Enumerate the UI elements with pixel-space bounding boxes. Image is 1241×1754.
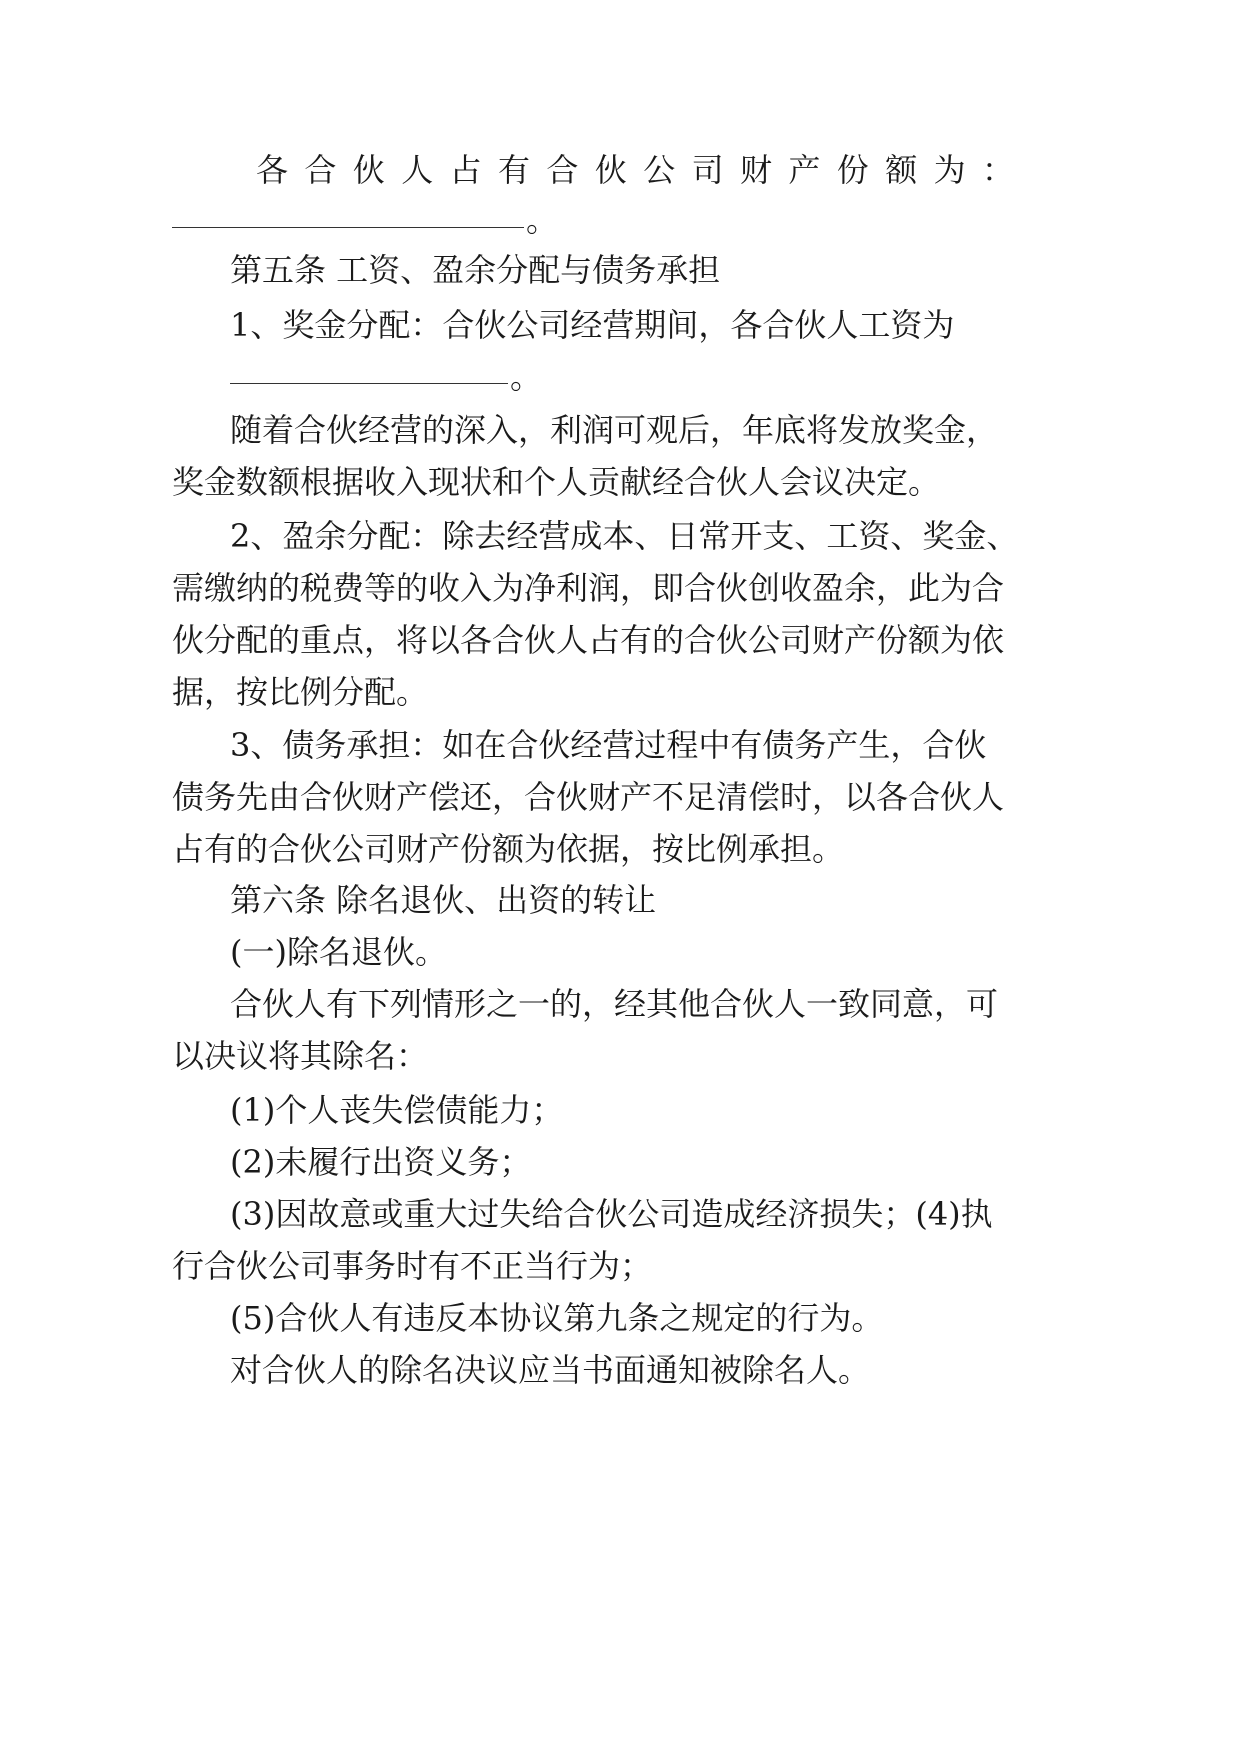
debt-line3: 占有的合伙公司财产份额为依据，按比例承担。 — [172, 830, 845, 868]
item3-line1: (3)因故意或重大过失给合伙公司造成经济损失；(4)执 — [230, 1195, 993, 1233]
surplus-line3: 伙分配的重点，将以各合伙人占有的合伙公司财产份额为依 — [172, 621, 1005, 659]
item3-line2: 行合伙公司事务时有不正当行为； — [172, 1247, 653, 1285]
sub1-title: (一)除名退伙。 — [230, 933, 447, 971]
debt-line1: 3、债务承担：如在合伙经营过程中有债务产生，合伙 — [230, 726, 987, 764]
item5: (5)合伙人有违反本协议第九条之规定的行为。 — [230, 1299, 884, 1337]
notice: 对合伙人的除名决议应当书面通知被除名人。 — [230, 1351, 871, 1389]
bonus-line1: 1、奖金分配：合伙公司经营期间，各合伙人工资为 — [230, 306, 955, 344]
surplus-line2: 需缴纳的税费等的收入为净利润，即合伙创收盈余，此为合 — [172, 569, 1005, 607]
item2: (2)未履行出资义务； — [230, 1143, 532, 1181]
shares-blank-end: 。 — [526, 201, 559, 239]
expel-line2: 以决议将其除名： — [172, 1037, 429, 1075]
shares-blank-line — [172, 227, 524, 228]
expel-line1: 合伙人有下列情形之一的，经其他合伙人一致同意，可 — [230, 985, 999, 1023]
bonus-blank-line — [230, 383, 508, 384]
article6-title: 第六条 除名退伙、出资的转让 — [230, 881, 657, 919]
item1: (1)个人丧失偿债能力； — [230, 1091, 564, 1129]
shares-intro: 各合伙人占有合伙公司财产份额为： — [256, 151, 1031, 189]
article5-title: 第五条 工资、盈余分配与债务承担 — [230, 251, 721, 289]
surplus-line4: 据，按比例分配。 — [172, 673, 429, 711]
surplus-line1: 2、盈余分配：除去经营成本、日常开支、工资、奖金、 — [230, 517, 1019, 555]
bonus-para-line2: 奖金数额根据收入现状和个人贡献经合伙人会议决定。 — [172, 463, 941, 501]
debt-line2: 债务先由合伙财产偿还，合伙财产不足清偿时，以各合伙人 — [172, 778, 1005, 816]
bonus-para-line1: 随着合伙经营的深入，利润可观后，年底将发放奖金， — [230, 411, 999, 449]
bonus-blank-end: 。 — [510, 358, 543, 396]
